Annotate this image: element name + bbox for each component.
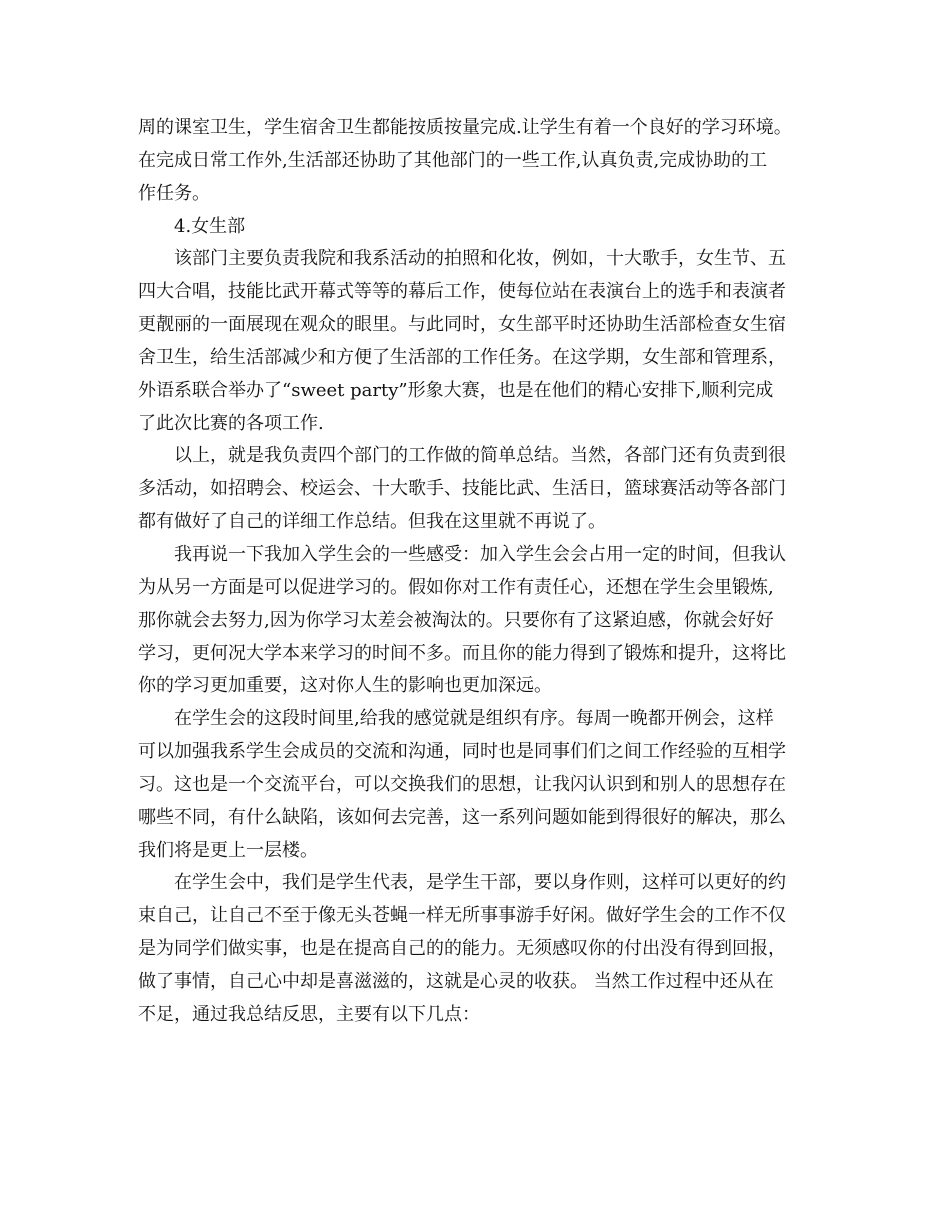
text-line: 做了事情，自己心中却是喜滋滋的，这就是心灵的收获。 当然工作过程中还从在: [138, 970, 774, 992]
text-line: 那你就会去努力,因为你学习太差会被淘汰的。只要你有了这紧迫感，你就会好好: [138, 609, 774, 631]
text-line: 以上，就是我负责四个部门的工作做的简单总结。当然，各部门还有负责到很: [174, 445, 786, 467]
text-line: 更靓丽的一面展现在观众的眼里。与此同时，女生部平时还协助生活部检查女生宿: [138, 314, 786, 336]
text-line: 周的课室卫生，学生宿舍卫生都能按质按量完成.让学生有着一个良好的学习环境。: [138, 117, 792, 138]
text-line: 你的学习更加重要，这对你人生的影响也更加深远。: [138, 675, 552, 697]
text-line: 该部门主要负责我院和我系活动的拍照和化妆，例如，十大歌手，女生节、五: [174, 248, 786, 270]
text-line: 舍卫生，给生活部减少和方便了生活部的工作任务。在这学期，女生部和管理系，: [138, 346, 786, 368]
body-text: [138, 112, 828, 1032]
text-line: 都有做好了自己的详细工作总结。但我在这里就不再说了。: [138, 511, 606, 533]
text-line: 我们将是更上一层楼。: [138, 839, 318, 861]
text-line: 了此次比赛的各项工作.: [138, 412, 324, 434]
text-line: 我再说一下我加入学生会的一些感受：加入学生会会占用一定的时间，但我认: [174, 543, 786, 565]
text-line: 外语系联合举办了“sweet party”形象大赛，也是在他们的精心安排下,顺利完成: [138, 379, 774, 401]
text-line: 四大合唱，技能比武开幕式等等的幕后工作，使每位站在表演台上的选手和表演者: [138, 281, 786, 303]
text-line: 学习，更何况大学本来学习的时间不多。而且你的能力得到了锻炼和提升，这将比: [138, 642, 786, 664]
text-line: 是为同学们做实事，也是在提高自己的的能力。无须感叹你的付出没有得到回报，: [138, 938, 786, 960]
text-line: 在完成日常工作外,生活部还协助了其他部门的一些工作,认真负责,完成协助的工: [138, 149, 768, 171]
text-line: 不足，通过我总结反思，主要有以下几点：: [138, 1003, 480, 1025]
text-line: 作任务。: [138, 182, 210, 204]
text-line: 哪些不同，有什么缺陷，该如何去完善，这一系列问题如能到得很好的解决，那么: [138, 806, 786, 828]
text-line: 习。这也是一个交流平台，可以交换我们的思想，让我闪认识到和别人的思想存在: [138, 773, 786, 795]
text-line: 为从另一方面是可以促进学习的。假如你对工作有责任心，还想在学生会里锻炼,: [138, 576, 774, 598]
section-heading: 4.女生部: [174, 215, 246, 237]
text-line: 在学生会中，我们是学生代表，是学生干部，要以身作则，这样可以更好的约: [174, 872, 786, 894]
text-line: 在学生会的这段时间里,给我的感觉就是组织有序。每周一晚都开例会，这样: [174, 708, 774, 730]
text-line: 束自己，让自己不至于像无头苍蝇一样无所事事游手好闲。做好学生会的工作不仅: [138, 905, 786, 927]
text-line: 可以加强我系学生会成员的交流和沟通，同时也是同事们们之间工作经验的互相学: [138, 741, 786, 763]
text-line: 多活动，如招聘会、校运会、十大歌手、技能比武、生活日，篮球赛活动等各部门: [138, 478, 786, 500]
